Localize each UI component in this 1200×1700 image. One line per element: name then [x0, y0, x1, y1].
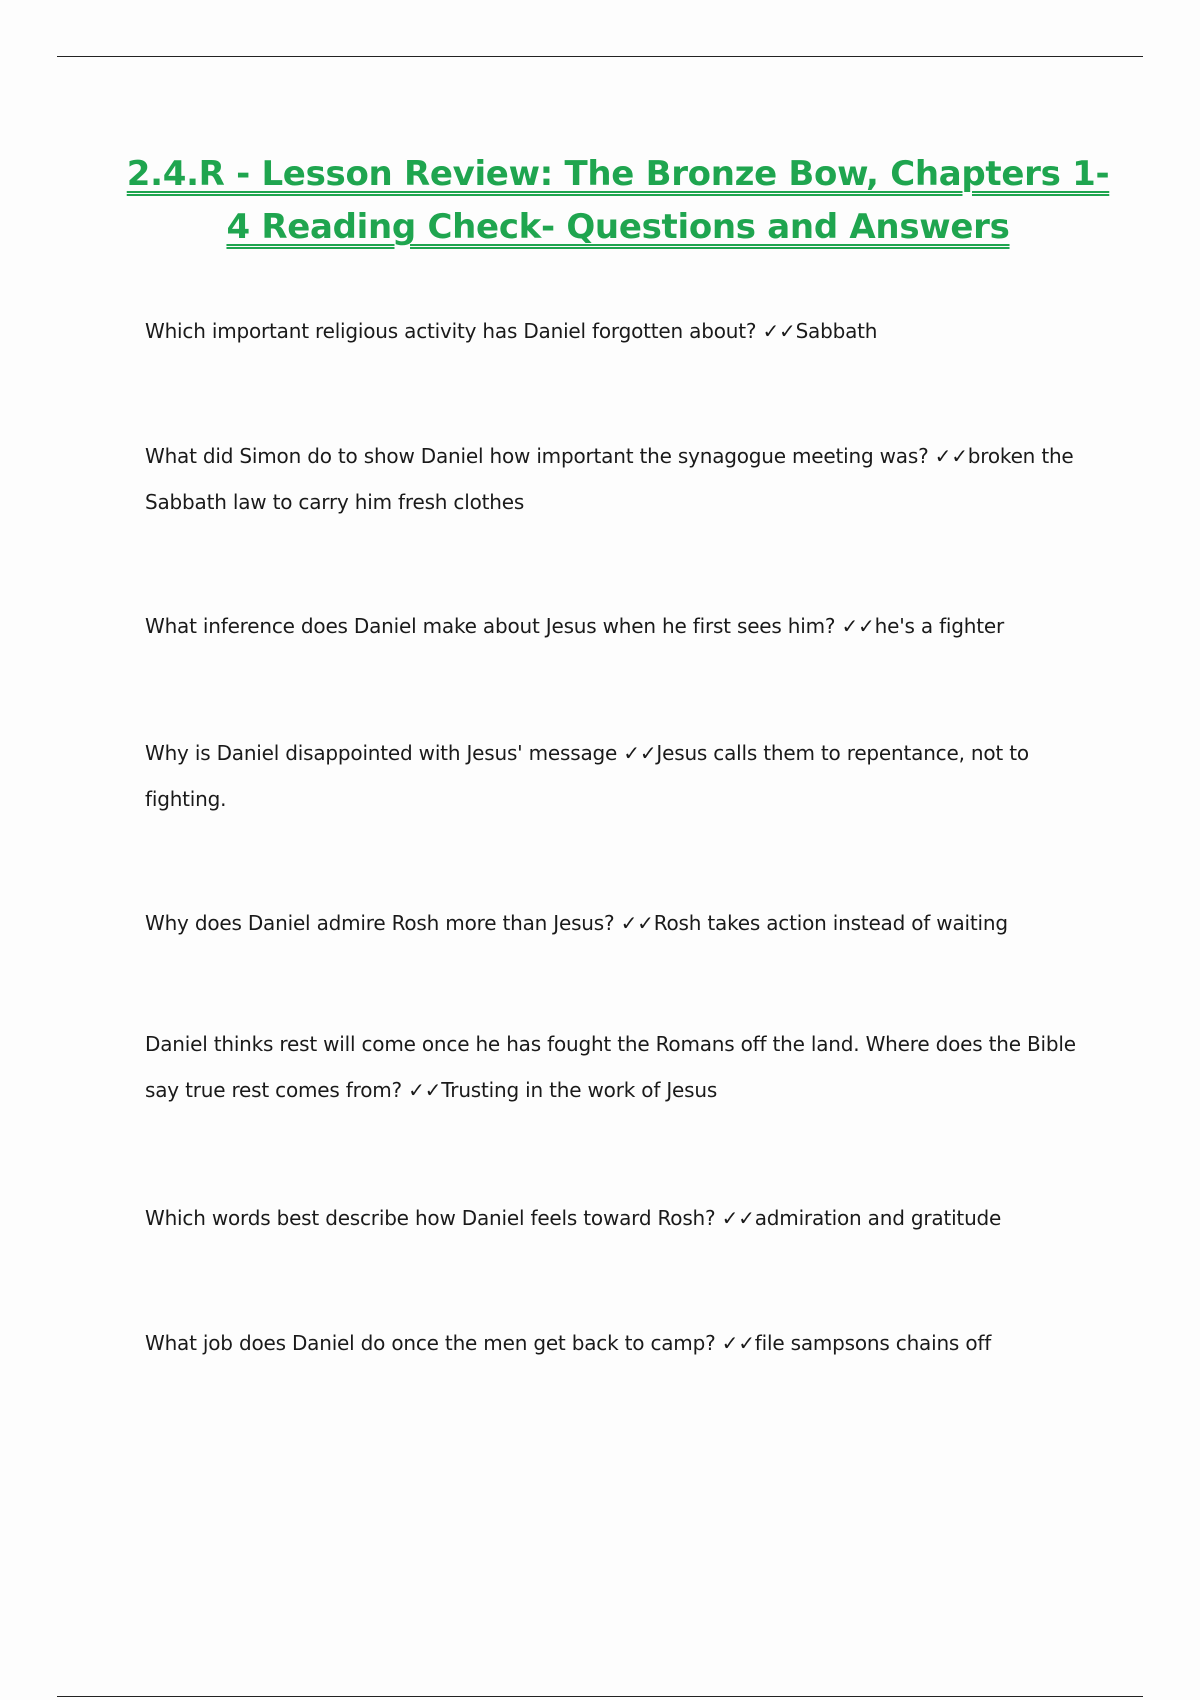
- answer-text: Trusting in the work of Jesus: [441, 1078, 718, 1102]
- double-check-icon: ✓✓: [721, 1331, 755, 1355]
- question-text: Why does Daniel admire Rosh more than Jesus?: [145, 911, 615, 935]
- question-text: Why is Daniel disappointed with Jesus' message: [145, 741, 618, 765]
- answer-text: broken the Sabbath law to carry him fresh clothes: [145, 444, 1074, 514]
- double-check-icon: ✓✓: [721, 1206, 755, 1230]
- document-title: 2.4.R - Lesson Review: The Bronze Bow, Chapters 1-4 Reading Check- Questions and Answers: [126, 154, 1110, 247]
- qa-item-6: [145, 1021, 1095, 1113]
- qa-item-5: [145, 900, 1095, 946]
- qa-item-2: [145, 433, 1095, 525]
- qa-item-7: [145, 1195, 1095, 1241]
- question-text: What inference does Daniel make about Jesus when he first sees him?: [145, 614, 836, 638]
- answer-text: he's a fighter: [874, 614, 1005, 638]
- bottom-rule: [57, 1696, 1143, 1697]
- answer-text: Sabbath: [795, 319, 878, 343]
- answer-text: admiration and gratitude: [754, 1206, 1002, 1230]
- answer-text: Rosh takes action instead of waiting: [653, 911, 1008, 935]
- qa-item-8: [145, 1320, 1095, 1366]
- question-text: What job does Daniel do once the men get back to camp?: [145, 1331, 716, 1355]
- answer-text: Jesus calls them to repentance, not to fighting.: [145, 741, 1029, 811]
- double-check-icon: ✓✓: [408, 1078, 442, 1102]
- double-check-icon: ✓✓: [620, 911, 654, 935]
- question-text: Which words best describe how Daniel feels toward Rosh?: [145, 1206, 716, 1230]
- double-check-icon: ✓✓: [841, 614, 875, 638]
- question-text: Daniel thinks rest will come once he has fought the Romans off the land. Where does the Bible say true rest comes from?: [145, 1032, 1076, 1102]
- qa-item-4: [145, 730, 1095, 822]
- double-check-icon: ✓✓: [934, 444, 968, 468]
- question-text: Which important religious activity has Daniel forgotten about?: [145, 319, 757, 343]
- answer-text: file sampsons chains off: [754, 1331, 992, 1355]
- top-rule: [57, 56, 1143, 57]
- question-text: What did Simon do to show Daniel how important the synagogue meeting was?: [145, 444, 929, 468]
- qa-item-3: [145, 603, 1095, 649]
- double-check-icon: ✓✓: [762, 319, 796, 343]
- double-check-icon: ✓✓: [623, 741, 657, 765]
- qa-item-1: [145, 308, 1095, 354]
